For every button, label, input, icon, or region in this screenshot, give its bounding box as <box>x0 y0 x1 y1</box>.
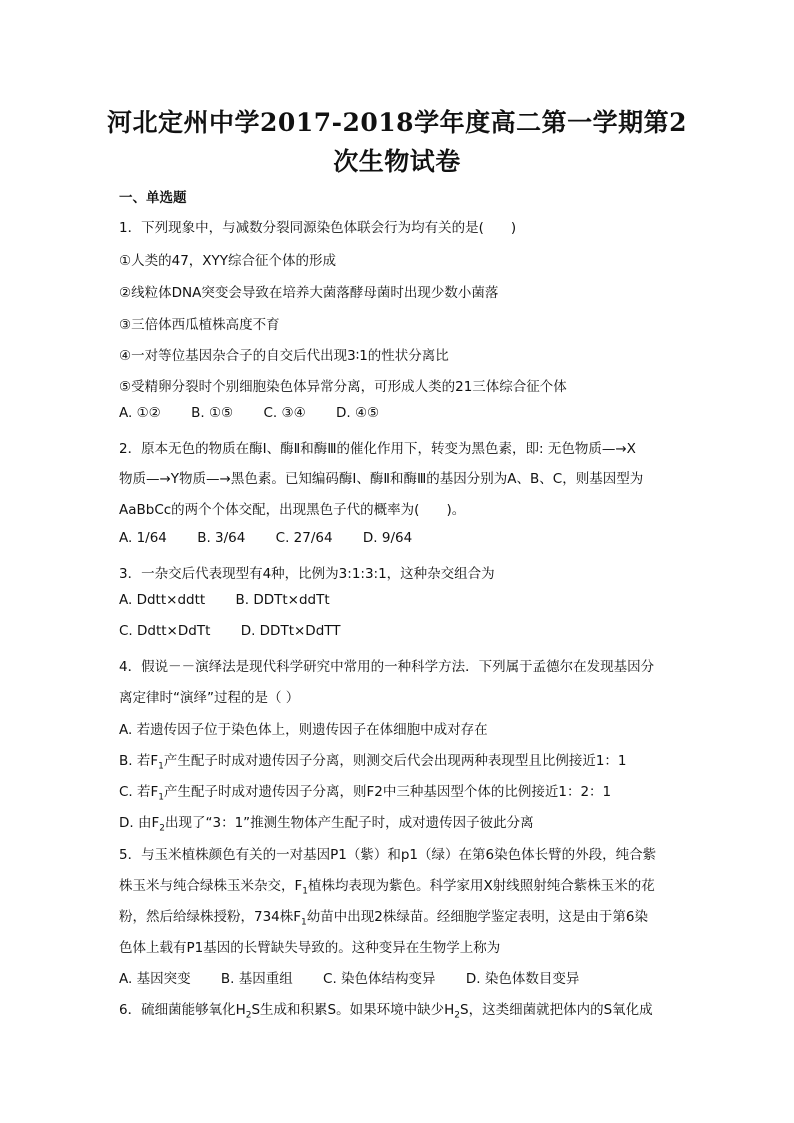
q3-option-b: B. DDTt×ddTt <box>235 592 330 608</box>
q1-item: ②线粒体DNA突变会导致在培养大菌落酵母菌时出现少数小菌落 <box>119 285 499 301</box>
q4-option-d: D. 由$F_2$出现了“3：1”推测生物体产生配子时，成对遗传因子彼此分离 <box>119 815 534 834</box>
q4-option-c: C. 若$F_1$产生配子时成对遗传因子分离，则F2中三种基因型个体的比例接近1：2：1 <box>119 784 612 803</box>
q5-options <box>119 967 605 987</box>
q1-item: ④一对等位基因杂合子的自交后代出现3∶1的性状分离比 <box>119 348 449 364</box>
section-heading: 一、单选题 <box>119 190 187 206</box>
q3-option-a: A. Ddtt×ddtt <box>119 592 206 608</box>
q2-option-a: A. 1/64 <box>119 530 167 546</box>
q2-option-c: C. 27/64 <box>275 530 333 546</box>
q1-option-c: C. ③④ <box>263 405 306 421</box>
q4-option-b: B. 若$F_1$产生配子时成对遗传因子分离，则测交后代会出现两种表现型且比例接近1：1 <box>119 753 627 772</box>
q1-option-a: A. ①② <box>119 405 161 421</box>
exam-title-line1: 河北定州中学2017-2018学年度高二第一学期第2 <box>107 108 687 137</box>
q5-option-c: C. 染色体结构变异 <box>323 971 436 987</box>
exam-title-line2: 次生物试卷 <box>333 147 461 176</box>
q4-option-a: A. 若遗传因子位于染色体上，则遗传因子在体细胞中成对存在 <box>119 722 488 738</box>
q2-option-d: D. 9/64 <box>362 530 413 546</box>
q3-options-row2 <box>119 623 367 639</box>
q5-option-b: B. 基因重组 <box>220 971 293 987</box>
q1-stem: 1．下列现象中，与减数分裂同源染色体联会行为均有关的是( ) <box>119 220 517 236</box>
q5-line1: 5．与玉米植株颜色有关的一对基因P1（紫）和p1（绿）在第6染色体长臂的外段，纯合紫 <box>119 847 657 863</box>
q3-option-d: D. DDTt×DdTT <box>240 623 341 639</box>
q2-line2: 物质—→Y物质—→黑色素。已知编码酶Ⅰ、酶Ⅱ和酶Ⅲ的基因分别为A、B、C，则基因型为 <box>119 471 644 487</box>
q1-item: ③三倍体西瓜植株高度不育 <box>119 317 280 333</box>
q3-option-c: C. Ddtt×DdTt <box>119 623 211 639</box>
q5-line2: 株玉米与纯合绿株玉米杂交，$F_1$植株均表现为紫色。科学家用X射线照射纯合紫株玉米的花 <box>119 878 655 897</box>
q5-line3: 粉，然后给绿株授粉，734株$F_1$幼苗中出现2株绿苗。经细胞学鉴定表明，这是由于第6染 <box>119 909 648 928</box>
q5-line4: 色体上载有P1基因的长臂缺失导致的。这种变异在生物学上称为 <box>119 940 501 956</box>
q5-option-d: D. 染色体数目变异 <box>465 971 580 987</box>
q4-line1: 4．假说－－演绎法是现代科学研究中常用的一种科学方法．下列属于孟德尔在发现基因分 <box>119 659 655 675</box>
q2-options <box>119 530 438 546</box>
q2-line1: 2．原本无色的物质在酶Ⅰ、酶Ⅱ和酶Ⅲ的催化作用下，转变为黑色素，即: 无色物质—→X <box>119 441 636 457</box>
q1-option-d: D. ④⑤ <box>335 405 380 421</box>
q1-option-b: B. ①⑤ <box>191 405 234 421</box>
q2-option-b: B. 3/64 <box>197 530 246 546</box>
q4-line2: 离定律时“演绎”过程的是（ ） <box>119 690 300 706</box>
q1-options <box>119 405 405 421</box>
q6-line1: 6．硫细菌能够氧化$H_2S$生成和积累S。如果环境中缺少$H_2S$，这类细菌就把体内的S氧化成 <box>119 1002 653 1021</box>
q1-item: ⑤受精卵分裂时个别细胞染色体异常分离，可形成人类的21三体综合征个体 <box>119 379 567 395</box>
q1-item: ①人类的47，XYY综合征个体的形成 <box>119 253 337 269</box>
q5-option-a: A. 基因突变 <box>119 971 191 987</box>
q3-stem: 3．一杂交后代表现型有4种，比例为3:1:3:1，这种杂交组合为 <box>119 566 495 582</box>
q3-options-row1 <box>119 592 356 608</box>
q2-line3: AaBbCc的两个个体交配，出现黑色子代的概率为( )。 <box>119 502 466 518</box>
